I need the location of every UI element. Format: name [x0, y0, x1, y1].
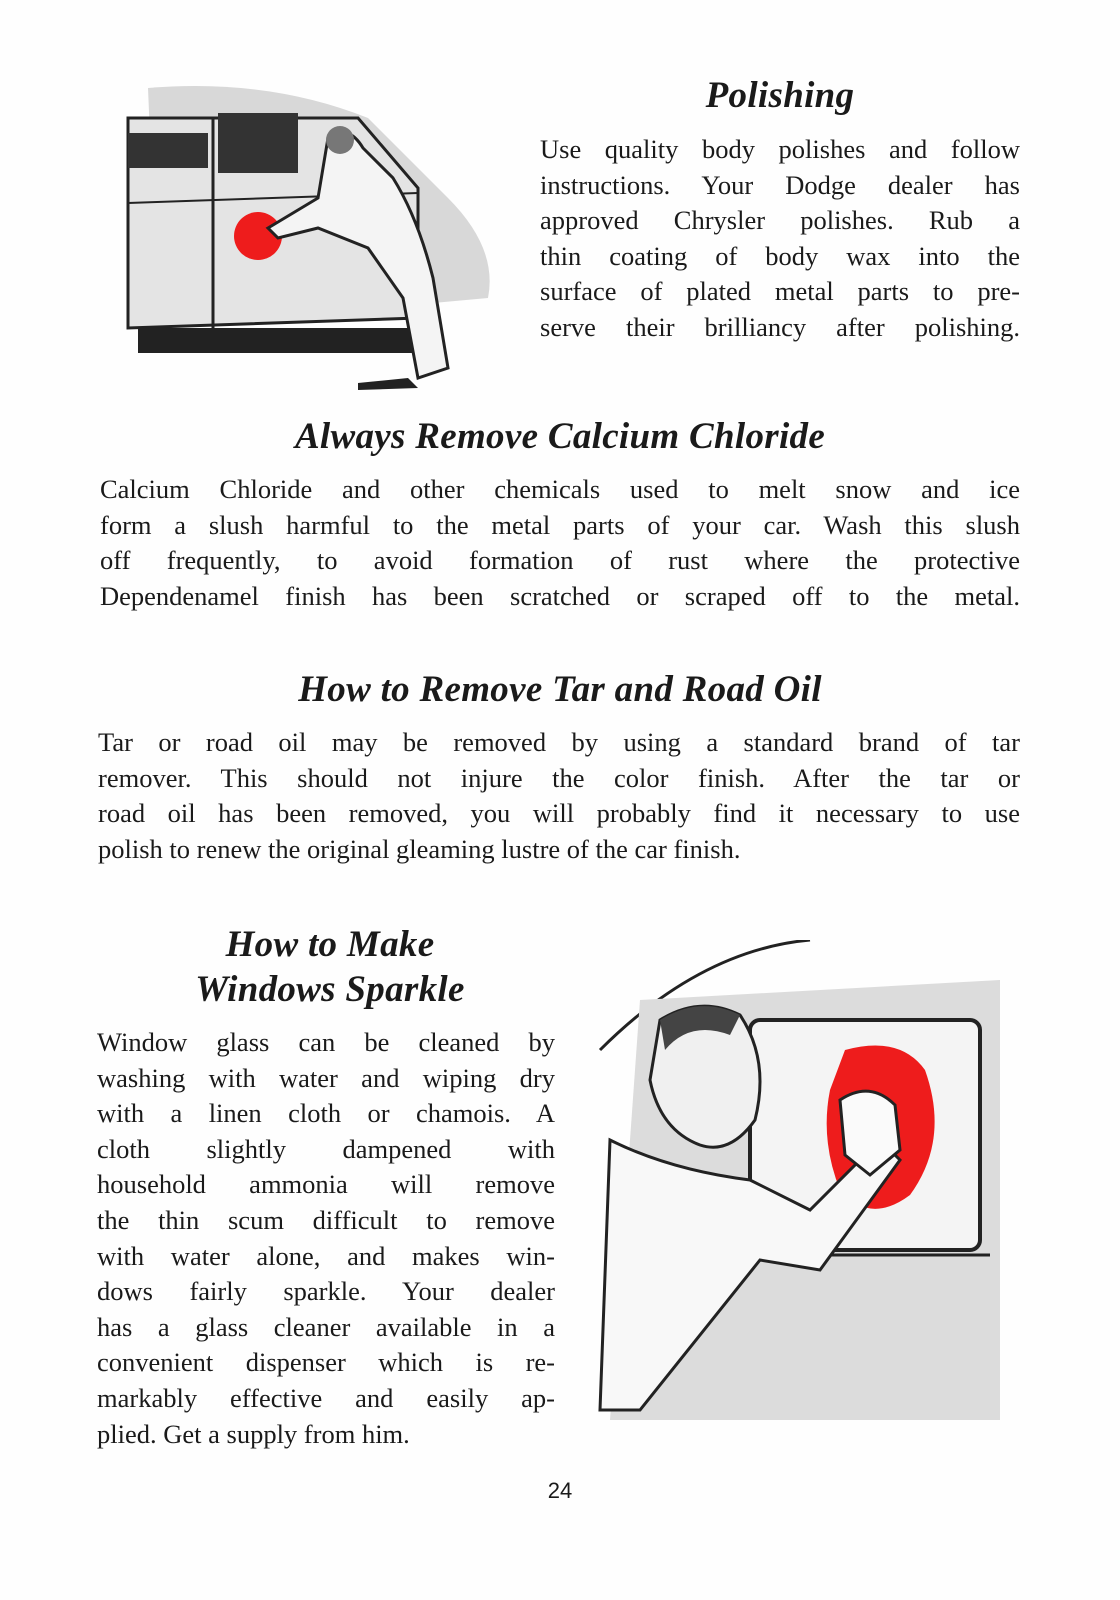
text-line: Window glass can be cleaned by: [97, 1027, 555, 1057]
text-line: approved Chrysler polishes. Rub a: [540, 205, 1020, 236]
text-line: instructions. Your Dodge dealer has: [540, 169, 1020, 200]
text-line: dows fairly sparkle. Your dealer: [97, 1276, 555, 1307]
text-line: off frequently, to avoid formation of rust where the protective: [100, 545, 1020, 576]
heading-line: How to Make: [225, 924, 435, 965]
text-line: surface of plated metal parts to pre-: [540, 276, 1020, 307]
text-line: polish to renew the original gleaming lustre of the car finish.: [98, 833, 741, 864]
text-line: form a slush harmful to the metal parts of your car. Wash this slush: [100, 509, 1020, 540]
polishing-paragraph: [540, 132, 1020, 346]
windows-sparkle-paragraph: [97, 1025, 555, 1452]
tar-road-oil-paragraph: [98, 725, 1020, 867]
heading-calcium-chloride: Always Remove Calcium Chloride: [294, 416, 826, 457]
heading-line: Windows Sparkle: [195, 969, 465, 1010]
polishing-illustration: [118, 78, 508, 398]
text-line: with water alone, and makes win-: [97, 1240, 555, 1271]
text-line: household ammonia will remove: [97, 1169, 555, 1200]
text-line: convenient dispenser which is re-: [97, 1347, 555, 1378]
page-number: 24: [547, 1478, 573, 1503]
text-line: the thin scum difficult to remove: [97, 1204, 555, 1235]
text-line: Calcium Chloride and other chemicals used to melt snow and ice: [100, 474, 1020, 504]
text-line: with a linen cloth or chamois. A: [97, 1098, 555, 1129]
calcium-chloride-paragraph: [100, 472, 1020, 614]
text-line: remover. This should not injure the color finish. After the tar or: [98, 762, 1020, 793]
text-line: serve their brilliancy after polishing.: [540, 311, 1020, 342]
text-line: Tar or road oil may be removed by using a standard brand of tar: [98, 727, 1020, 757]
text-line: markably effective and easily ap-: [97, 1382, 555, 1413]
window-cleaning-illustration: [580, 940, 1000, 1420]
text-line: Dependenamel finish has been scratched or scraped off to the metal.: [100, 580, 1020, 611]
text-line: has a glass cleaner available in a: [97, 1311, 555, 1342]
text-line: cloth slightly dampened with: [97, 1133, 555, 1164]
heading-tar-road-oil: How to Remove Tar and Road Oil: [298, 669, 822, 710]
text-line: thin coating of body wax into the: [540, 240, 1020, 271]
text-line: Use quality body polishes and follow: [540, 134, 1020, 164]
text-line: washing with water and wiping dry: [97, 1062, 555, 1093]
text-line: plied. Get a supply from him.: [97, 1418, 410, 1449]
heading-windows-sparkle: [130, 922, 530, 1012]
heading-polishing: Polishing: [705, 75, 855, 116]
text-line: road oil has been removed, you will probably find it necessary to use: [98, 798, 1020, 829]
